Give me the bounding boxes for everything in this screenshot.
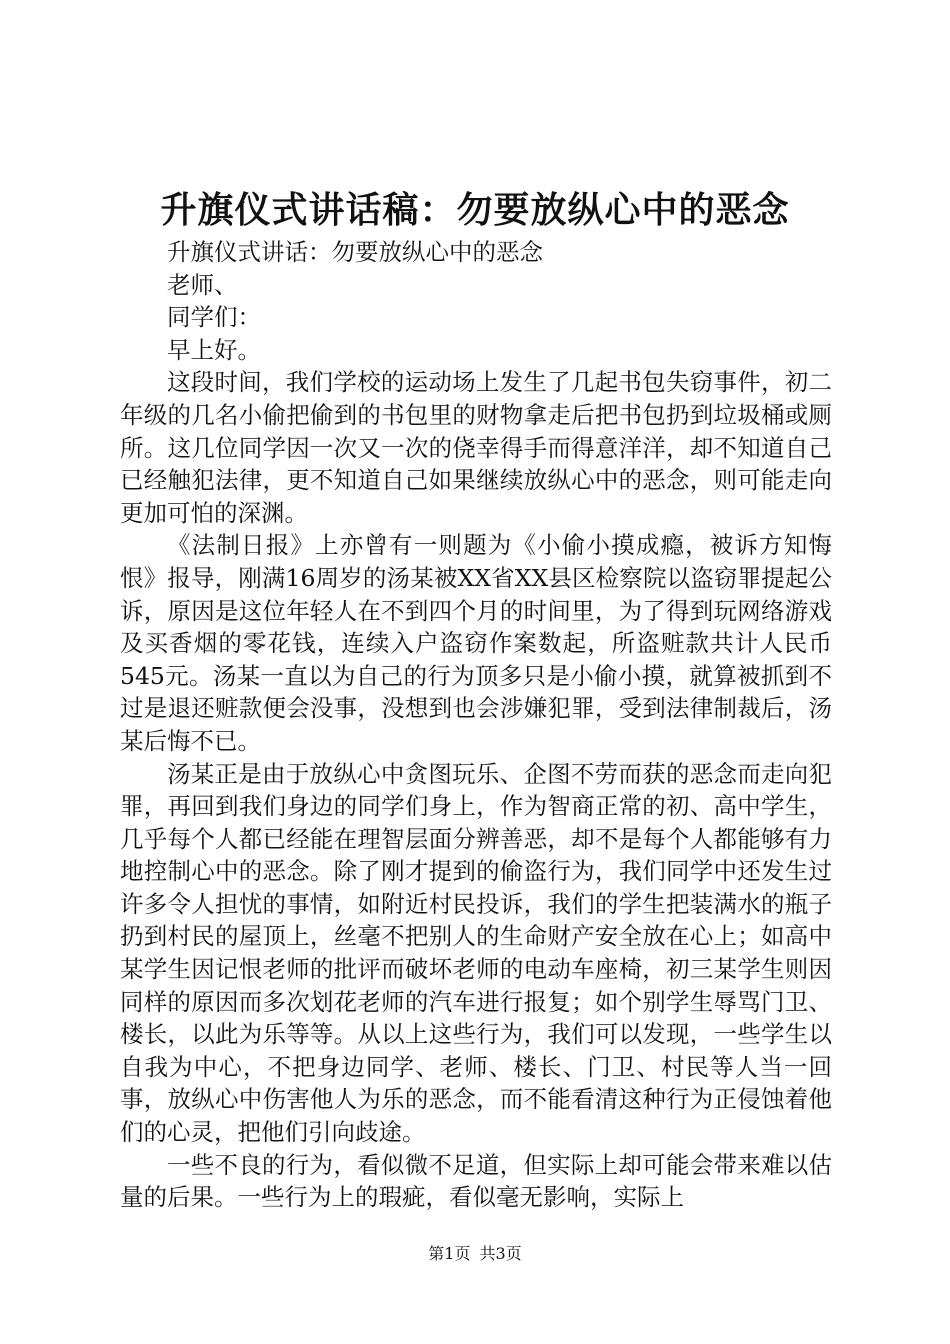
document-title: 升旗仪式讲话稿：勿要放纵心中的恶念 [160,189,790,231]
page-number: 第1页 [428,1244,471,1263]
paragraph-subtitle: 升旗仪式讲话：勿要放纵心中的恶念 [167,238,543,266]
paragraph: 一些不良的行为，看似微不足道，但实际上却可能会带来难以估量的后果。一些行为上的瑕疵，看似毫无影响，实际上 [120,1150,832,1212]
paragraph-salutation-students: 同学们： [167,303,261,332]
page-footer [0,1244,950,1264]
paragraph-greeting: 早上好。 [167,335,261,364]
paragraph-salutation-teachers: 老师、 [167,270,238,299]
paragraph: 《法制日报》上亦曾有一则题为《小偷小摸成瘾，被诉方知悔恨》报导，刚满16周岁的汤某被XX省XX县区检察院以盗窃罪提起公诉，原因是这位年轻人在不到四个月的时间里，为了得到玩网络游戏及买香烟的零花钱，连续入户盗窃作案数起，所盗赃款共计人民币545元。汤某一直以为自己的行为顶多只是小偷小摸，就算被抓到不过是退还赃款便会没事，没想到也会涉嫌犯罪，受到法律制裁后，汤某后悔不已。 [120,531,832,755]
page-total: 共3页 [479,1244,522,1263]
document-body [120,236,832,1214]
paragraph: 汤某正是由于放纵心中贪图玩乐、企图不劳而获的恶念而走向犯罪，再回到我们身边的同学们身上，作为智商正常的初、高中学生，几乎每个人都已经能在理智层面分辨善恶，却不是每个人都能够有力地控制心中的恶念。除了刚才提到的偷盗行为，我们同学中还发生过许多令人担忧的事情，如附近村民投诉，我们的学生把装满水的瓶子扔到村民的屋顶上，丝毫不把别人的生命财产安全放在心上；如高中某学生因记恨老师的批评而破坏老师的电动车座椅，初三某学生则因同样的原因而多次划花老师的汽车进行报复；如个别学生辱骂门卫、楼长，以此为乐等等。从以上这些行为，我们可以发现，一些学生以自我为中心，不把身边同学、老师、楼长、门卫、村民等人当一回事，放纵心中伤害他人为乐的恶念，而不能看清这种行为正侵蚀着他们的心灵，把他们引向歧途。 [120,759,832,1147]
paragraph: 这段时间，我们学校的运动场上发生了几起书包失窃事件，初二年级的几名小偷把偷到的书包里的财物拿走后把书包扔到垃圾桶或厕所。这几位同学因一次又一次的侥幸得手而得意洋洋，却不知道自己已经触犯法律，更不知道自己如果继续放纵心中的恶念，则可能走向更加可怕的深渊。 [120,368,832,527]
